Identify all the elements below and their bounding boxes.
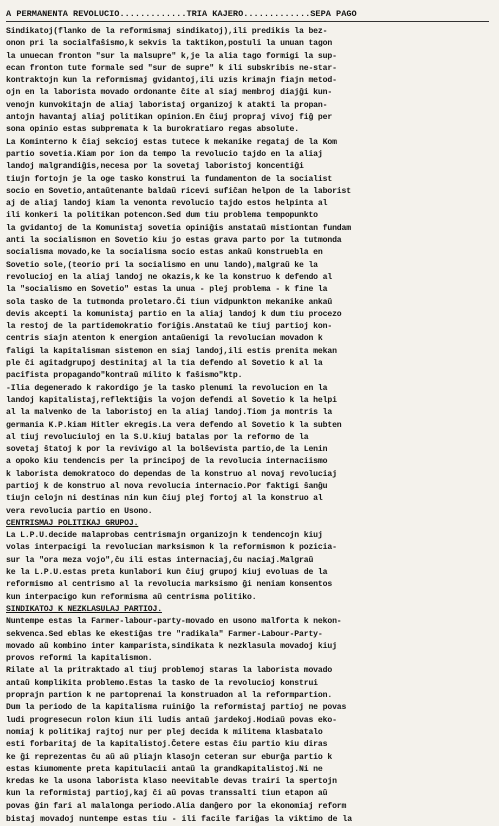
- text-line: tiujn celojn ni destinas nin kun ĉiuj plej fortoj al la konstruo al: [6, 494, 323, 504]
- text-line: k laborista demokratoco do dependas de la konstruo al novaj revoluciaj: [6, 469, 337, 479]
- text-line: kredas ke la usona laborista klaso neevitable devas trairi la spertojn: [6, 777, 337, 787]
- text-line: volas interpacigi la revolucian marksismon k la reformismon k pozicia-: [6, 543, 337, 553]
- text-line: Rilate al la pritraktado al tiuj problemoj staras la laborista movado: [6, 666, 333, 676]
- text-line: aj de aliaj landoj kiam la venonta revolucio tajdo estos helpinta al: [6, 199, 328, 209]
- text-line: ecan fronton tute formale sed "sur de supre" k ili subskribis ne-star-: [6, 63, 337, 73]
- text-line: la unuecan fronton "sur la malsupre" k,je la alia tago formigi la sup-: [6, 51, 337, 61]
- text-line: faligi la kapitalisman sistemon en siaj landoj,ili estis prenita mekan: [6, 346, 337, 356]
- text-line: revolucioj en la aliaj landoj ne okazis,k ke la konstruo k defendo al: [6, 272, 333, 282]
- text-line: germania K.P.kiam Hitler ekregis.La vera defendo al Sovetio k la subten: [6, 420, 342, 430]
- text-line: onon pri la socialfaŝismo,k sekvis la taktikon,postuli la unuan tagon: [6, 39, 333, 49]
- text-line: antojn havantaj aliaj politikan opinion.En ĉiuj propraj vivoj fiĝ per: [6, 113, 333, 123]
- text-line: partioj k de konstruo al nova revolucia internacio.Por faktigi ŝanĝu: [6, 481, 328, 491]
- text-line: la "socialismo en Sovetio" estas la unua - plej problema - k fine la: [6, 285, 328, 295]
- text-line: landoj malgrandiĝis,necesa por la sovetaj laboristoj koncentiĝi: [6, 162, 304, 172]
- document-body: [6, 26, 489, 813]
- text-line: socio en Sovetio,antaŭtenante baldaŭ ricevi sufiĉan helpon de la laborist: [6, 186, 351, 196]
- text-line: La Kominterno k ĉiaj sekcioj estas tutece k mekanike regataj de la Kom: [6, 137, 337, 147]
- text-line: nomiaj k politikaj rajtoj nur per plej decida k militema klasbatalo: [6, 727, 323, 737]
- text-line: Sindikatoj(flanko de la reformismaj sindikatoj),ili predikis la bez-: [6, 27, 328, 36]
- text-line: al la malvenko de la laboristoj en la aliaj landoj.Tiom ja montris la: [6, 408, 333, 418]
- text-line: tiujn fortojn je la oge tasko konstrui la fundamenton de la socialist: [6, 174, 333, 184]
- text-line: antaŭ komplikita problemo.Estas la tasko de la revolucioj konstrui: [6, 678, 318, 688]
- text-line: kontraktojn kun la reformismaj gvidantoj,ili uzis krimajn fiajn metod-: [6, 76, 337, 86]
- text-line: La L.P.U.decide malaprobas centrismajn organizojn k tendencojn kiuj: [6, 531, 323, 541]
- text-line: Dum la periodo de la kapitalisma ruiniĝo la reformistaj partioj ne povas: [6, 703, 347, 713]
- text-line: povas ĝin fari al malalonga periodo.Alia danĝero por la ekonomiaj reform: [6, 801, 347, 811]
- text-line: movado aŭ kombino inter kamparista,sindikata k nezklasula movadoj kiuj: [6, 641, 337, 651]
- text-line: proprajn partion k ne partoprenai la konstruadon al la reformpartion.: [6, 691, 333, 701]
- text-line: ludi progresecun rolon kiun ili ludis antaŭ jardekoj.Hodiaŭ povas eko-: [6, 715, 337, 725]
- text-line: ojn en la laborista movado ordonante ĉite al siaj membroj diajĝi kun-: [6, 88, 333, 98]
- text-line: kun la reformistaj partioj,kaj ĉi aŭ povas transsalti tiun etapon aŭ: [6, 789, 328, 799]
- text-line: sovetaj ŝtatoj k por la revivigo al la bolŝevista partio,de la Lenin: [6, 445, 328, 455]
- text-line: ke ĝi reprezentas ĉu aŭ aŭ pliajn klasojn ceteran sur eburĝa partio k: [6, 752, 333, 762]
- text-line: centris siajn atenton k energion antaŭenigi la revolucian movadon k: [6, 334, 323, 344]
- text-line: venojn kunvokitajn de aliaj laboristaj organizoj k atakti la propan-: [6, 100, 328, 110]
- running-header: A PERMANENTA REVOLUCIO.............TRIA KAJERO.............SEPA PAGO: [6, 9, 489, 22]
- text-line: sola tasko de la tutmonda proletaro.Ĉi tiun vidpunkton mekanike ankaŭ: [6, 297, 333, 307]
- text-line: Nuntempe estas la Farmer-labour-party-movado en usono malforta k nekon-: [6, 617, 342, 627]
- text-line: sur la "ora meza vojo",ĉu ili estas internaciaj,ĉu naciaj.Malgraŭ: [6, 555, 314, 565]
- text-line: socialisma movado,ke la socialisma socio estas ankaŭ konstruebla en: [6, 248, 323, 258]
- text-line: landoj kapitalistaj,reflektiĝis la vojon defendi al Sovetio k la helpi: [6, 395, 337, 405]
- text-line: a opoko kiu tendencis per la principoj de la revolucia internaciismo: [6, 457, 328, 467]
- text-line: kun interpacigo kun reformisma aŭ centrisma politiko.: [6, 592, 257, 602]
- text-line: partio sovetia.Kiam por ion da tempo la revolucio tajdo en la aliaj: [6, 149, 323, 159]
- section-heading-sindikatoj: SINDIKATOJ K NEZKLASULAJ PARTIOJ.: [6, 604, 162, 614]
- text-line: sona opinio estas subpremata k la burokratiaro regas absolute.: [6, 125, 299, 135]
- text-line: devis akcepti la komunistaj partio en la aliaj landoj k dum tiu procezo: [6, 309, 342, 319]
- section-heading-centrismo: CENTRISMAJ POLITIKAJ GRUPOJ.: [6, 518, 139, 528]
- paragraph-block: [6, 530, 489, 604]
- text-line: sekvenca.Sed eblas ke ekestiĝas tre "radikala" Farmer-Labour-Party-: [6, 629, 323, 639]
- text-line: la gvidantoj de la Komunistaj sovetia opiniĝis anstataŭ mistiontan fundam: [6, 223, 351, 233]
- text-line: ke la L.P.U.estas preta kunlabori kun ĉiuj grupoj kiuj evoluas de la: [6, 568, 328, 578]
- text-line: provos reformi la kapitalismon.: [6, 654, 153, 664]
- text-line: la restoj de la partidemokratio foriĝis.Anstataŭ ke tiuj partioj kon-: [6, 322, 333, 332]
- text-line: esti forbaritaj de la kapitalistoj.Ĉetere estas ĉiu partio kiu diras: [6, 740, 328, 750]
- text-line: -Ilia degenerado k rakordigo je la tasko plenumi la revolucion en la: [6, 383, 328, 393]
- text-line: al tiuj revoluciuloj en la S.U.kiuj batalas por la reformo de la: [6, 432, 309, 442]
- paragraph-block: [6, 26, 489, 518]
- last-line: bistaj movadoj nuntempe estas tiu - ili facile fariĝas la viktimo de la: [6, 815, 353, 824]
- text-line: pacifista propagando"kontraŭ milito k faŝismo"ktp.: [6, 371, 243, 381]
- text-line: anti la socialismon en Sovetio kiu jo estas grava parto por la tutmonda: [6, 236, 342, 246]
- text-line: reformismo al centrismo al la revolucia marksismo ĝi neniam konsentos: [6, 580, 333, 590]
- text-line: vera revolucia partio en Usono.: [6, 506, 153, 516]
- text-line: ple ĉi agitadgrupoj destinitaj al la tia defendo al Sovetio k al la: [6, 359, 323, 369]
- paragraph-block: [6, 616, 489, 813]
- text-line: Sovetio sole,(teorio pri la socialismo en unu lando),malgraŭ ke la: [6, 260, 318, 270]
- text-line: estas kiumomente preta kapitulacii antaŭ la grandkapitalistoj.Ni ne: [6, 764, 323, 774]
- text-line: ili konkeri la politikan potencon.Sed dum tiu problema tempopunkto: [6, 211, 318, 221]
